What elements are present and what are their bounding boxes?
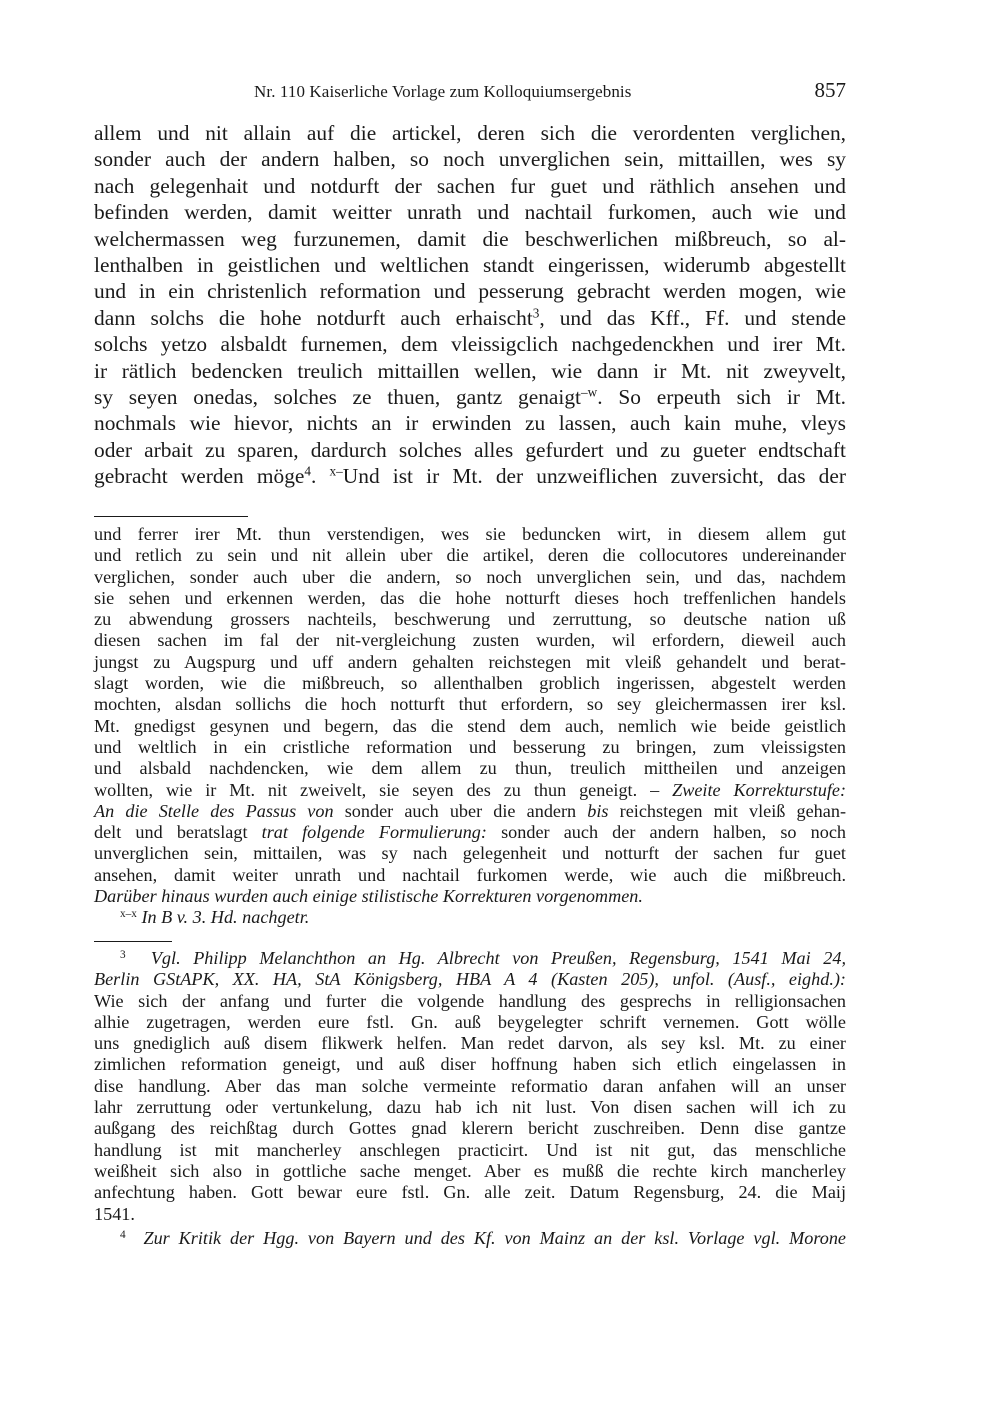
main-line: lenthalben in geistlichen und weltlichen standt eingerissen, widerumb abgestellt <box>94 253 846 278</box>
footnote-number-3: 3 <box>120 948 126 961</box>
main-line: allem und nit allain auf die artickel, deren sich die verordenten verglichen, <box>94 121 846 145</box>
apparatus-line: diesen sachen im fal der nit-vergleichung zusten wurden, wil erfordern, dieweil auch <box>94 630 846 651</box>
apparatus-line: und weltlich in ein cristliche reformation und besserung zu bringen, zum vleissigsten <box>94 736 846 757</box>
apparatus-line: und retlich zu sein und nit allein uber die artikel, deren die collocutores undereinander <box>94 545 846 566</box>
footnote-number-4: 4 <box>120 1228 126 1241</box>
apparatus-line: ansehen, damit weiter unrath und nachtail furkomen werde, wie auch die mißbreuch. <box>94 864 846 885</box>
apparatus-line: mochten, alsdan sollichs die hoch notturft thut erfordern, so sey gleichermassen irer ksl. <box>94 694 846 715</box>
apparatus-line: unverglichen sein, mittailen, was sy nach gelegenheit und notturft der sachen fur guet <box>94 843 846 864</box>
running-title: Nr. 110 Kaiserliche Vorlage zum Kolloquiumsergebnis <box>254 82 632 101</box>
footnote-3-line: anfechtung haben. Gott bewar eure fstl. Gn. alle zeit. Datum Regensburg, 24. die Maij <box>94 1182 846 1203</box>
apparatus-line: wollten, wie ir Mt. nit zweivelt, sie seyen des zu thun geneigt. – Zweite Korrekturstufe: <box>94 779 847 800</box>
running-header <box>94 80 846 108</box>
main-line: ir rätlich bedencken treulich mittaillen wellen, wie dann ir Mt. nit zweyvelt, <box>94 358 846 383</box>
main-line: dann solchs die hohe notdurft auch erhaischt$^3$, und das Kff., Ff. und stende <box>94 305 846 330</box>
footnote-3-line: $^3$ Vgl. Philipp Melanchthon an Hg. Albrecht von Preußen, Regensburg, 1541 Mai 24, <box>120 948 847 968</box>
apparatus-line: jungst zu Augspurg und uff andern gehalten reichstegen mit vleiß gehandelt und berat- <box>94 651 846 672</box>
apparatus-ref-x[interactable]: x– <box>329 463 343 479</box>
main-line: gebracht werden möge$^4$. $^{x-}$Und ist ir Mt. der unzweiflichen zuversicht, das der <box>94 463 846 489</box>
apparatus-sigil-xx: x–x <box>120 908 137 921</box>
main-text <box>94 120 846 490</box>
main-line: solchs yetzo alsbaldt furnemen, dem vleissigclich nachgedenckhen und irer Mt. <box>94 332 846 357</box>
main-line: nochmals wie hievor, nichts an ir erwinden zu lassen, auch kain muhe, vleys <box>94 411 846 436</box>
apparatus-line: verglichen, sonder auch uber die andern, so noch unverglichen sein, und das, nachdem <box>94 566 846 587</box>
footnote-ref-4[interactable]: 4 <box>304 463 312 479</box>
main-line: befinden werden, damit weitter unrath und nachtail furkomen, auch wie und <box>94 200 846 225</box>
main-line: sy seyen onedas, solches ze thuen, gantz genaigt$^{-w}$. So erpeuth sich ir Mt. <box>94 384 847 410</box>
footnote-3-line: außgang des reichßtag durch Gottes gnad klerern bericht zuschreiben. Denn dise gantze <box>94 1118 846 1139</box>
footnotes <box>94 948 846 1249</box>
apparatus-line: und alsbald nachdencken, wie dem allem zu thun, treulich mittheilen und anzeigen <box>94 758 846 779</box>
footnote-3-line: uns gnediglich auß disem flikwerk helfen. Man redet darvon, als sey ksl. Mt. zu einer <box>94 1033 846 1054</box>
footnote-rule <box>94 941 172 942</box>
apparatus-line: An die Stelle des Passus von sonder auch uber die andern bis reichstegen mit vleiß gehan- <box>94 800 847 821</box>
footnote-3-line: lahr zerruttung oder vertunkelung, dazu hab ich nit lust. Von disen sachen will ich zu <box>94 1097 846 1118</box>
footnote-3-line: weißheit sich also in gottliche sache menget. Aber es mußß die rechte kirch mancherley <box>94 1160 846 1181</box>
apparatus-line: sie sehen und erkennen werden, das die hohe notturft dieses hoch treffenlichen handels <box>94 587 846 608</box>
apparatus-ref-w[interactable]: –w <box>581 384 598 400</box>
apparatus-line: und ferrer irer Mt. thun verstendigen, wes sie beduncken wirt, in diesem allem gut <box>94 524 846 544</box>
critical-apparatus <box>94 524 846 929</box>
apparatus-line: delt und beratslagt trat folgende Formulierung: sonder auch der andern halben, so noch <box>94 822 846 843</box>
footnote-3-line: dise handlung. Aber das man solche vermeinte reformatio daran anfahen will an unser <box>94 1075 846 1096</box>
main-line: oder arbait zu sparen, dardurch solches alles gefurdert und zu gueter endtschaft <box>94 437 846 462</box>
apparatus-line: Mt. gnedigst gesynen und begern, das die stend dem auch, nemlich wie beide geistlich <box>94 715 846 736</box>
main-line: welchermassen weg furzunemen, damit die beschwerlichen mißbreuch, so al- <box>94 226 846 251</box>
footnote-3-line: Wie sich der anfang und furter die volgende handlung des gesprechs in relligionsachen <box>94 990 846 1011</box>
main-line: nach gelegenhait und notdurft der sachen fur guet und räthlich ansehen und <box>94 173 846 198</box>
footnote-3-line: zimlichen reformation geneigt, und auß diser hoffnung haben sich etlich eingelassen in <box>94 1054 846 1075</box>
apparatus-line: slagt worden, wie die mißbreuch, so allenthalben groblich ingerissen, abgestelt werden <box>94 673 846 694</box>
apparatus-rule <box>94 516 248 517</box>
apparatus-note-xx: $^{x-x}$ In B v. 3. Hd. nachgetr. <box>120 907 310 928</box>
footnote-ref-3[interactable]: 3 <box>532 305 540 321</box>
apparatus-line: zu abwendung grossers nachteils, beschwerung und zerruttung, so deutsche nation uß <box>94 609 846 630</box>
footnote-4-line: $^4$ Zur Kritik der Hgg. von Bayern und des Kf. von Mainz an der ksl. Vorlage vgl. Morone <box>120 1227 846 1248</box>
main-line: und in ein christenlich reformation und pesserung gebracht werden mogen, wie <box>94 279 846 304</box>
apparatus-line: Darüber hinaus wurden auch einige stilistische Korrekturen vorgenommen. <box>94 886 643 907</box>
footnote-3-line: handlung ist mit mancherley anschlegen practicirt. Und ist nit gut, das menschliche <box>94 1139 846 1160</box>
main-line: sonder auch der andern halben, so noch unverglichen sein, mittaillen, wes sy <box>94 147 846 172</box>
page-number: 857 <box>814 78 846 102</box>
footnote-3-line: alhie zugetragen, werden eure fstl. Gn. auß beygelegter schrift vernemen. Gott wölle <box>94 1011 846 1032</box>
footnote-3-line: 1541. <box>94 1203 135 1224</box>
footnote-3-line: Berlin GStAPK, XX. HA, StA Königsberg, HBA A 4 (Kasten 205), unfol. (Ausf., eighd.): <box>94 969 846 990</box>
